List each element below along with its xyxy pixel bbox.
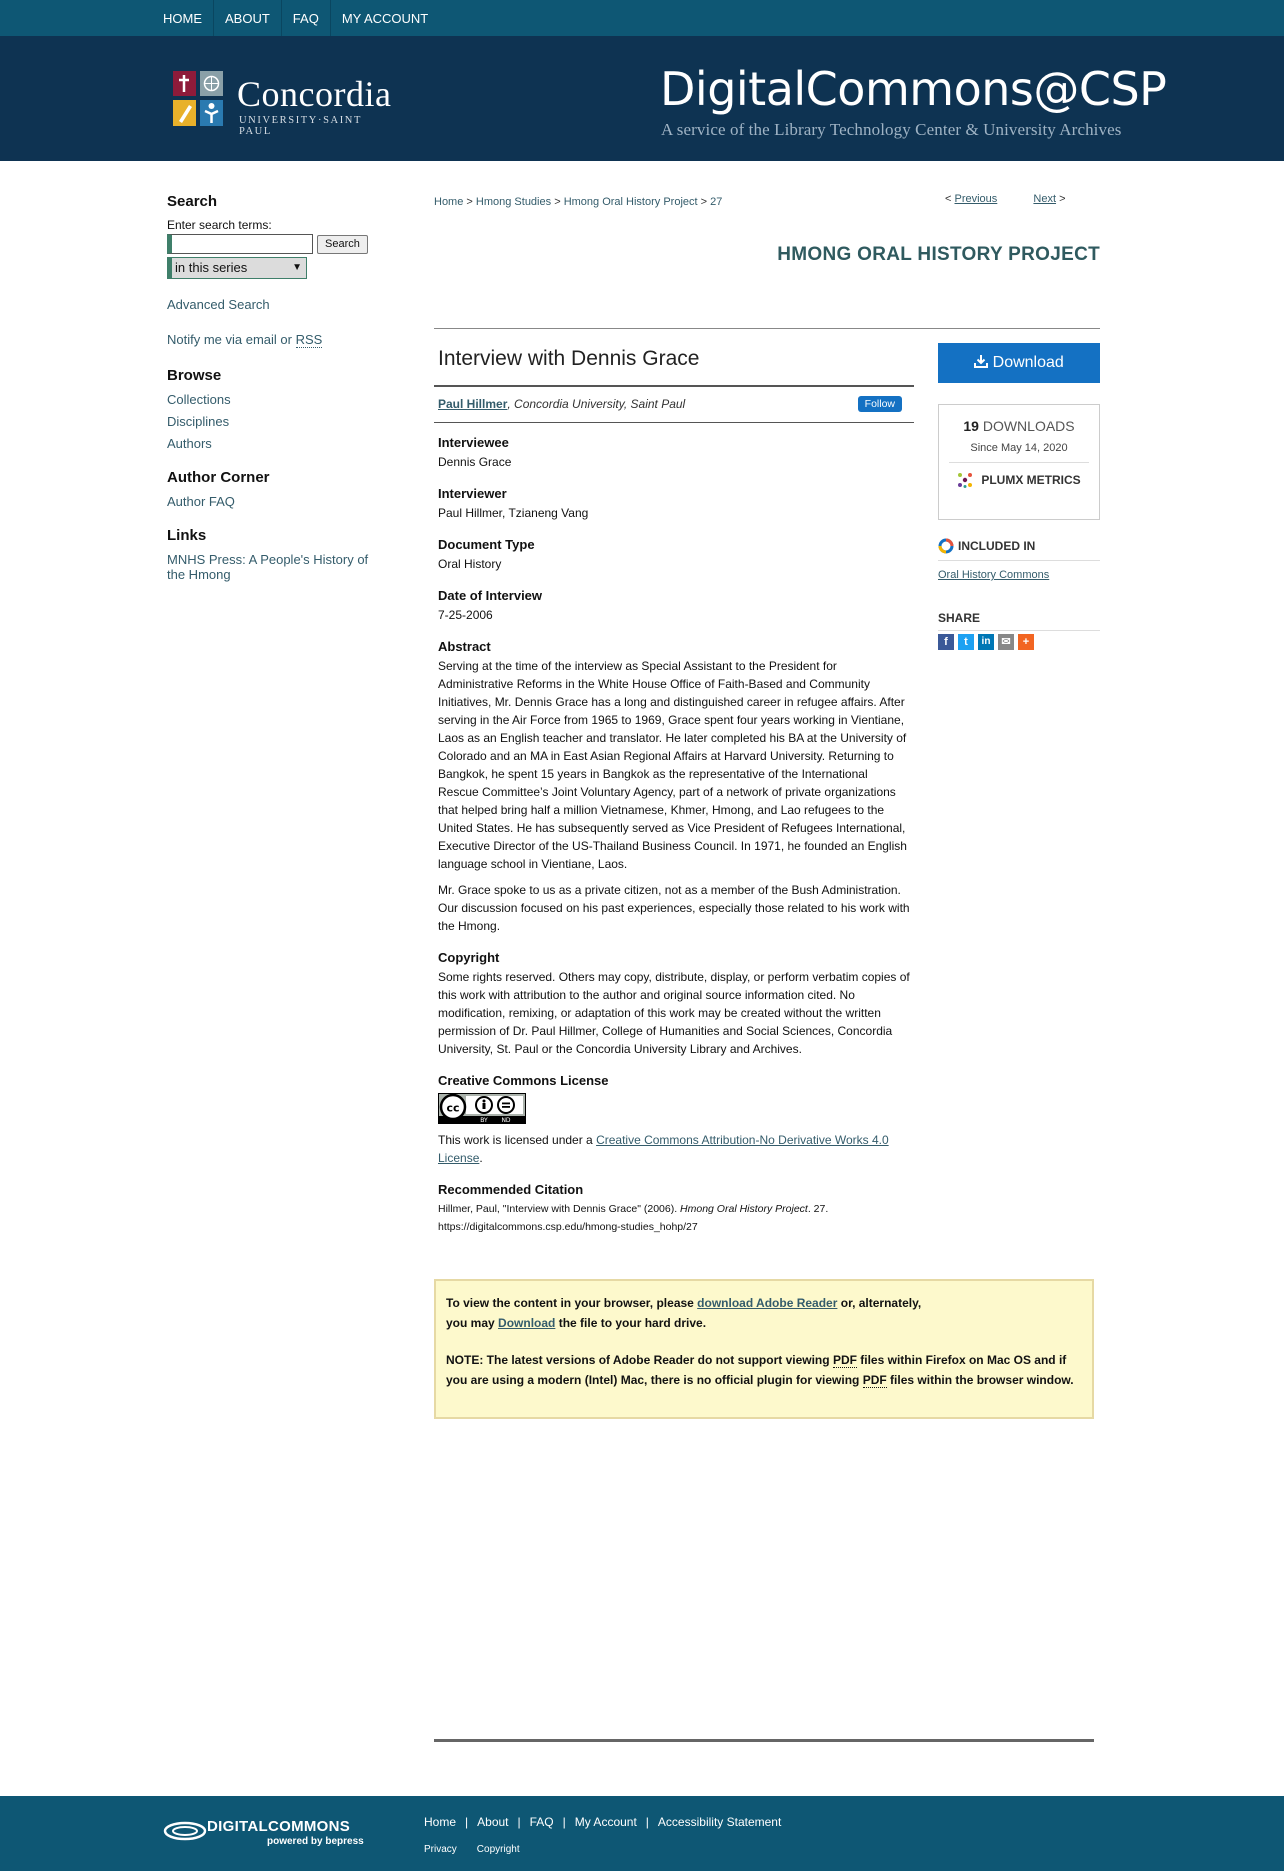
- item-title: Interview with Dennis Grace: [434, 329, 914, 387]
- pager: [945, 193, 1066, 205]
- linkedin-icon[interactable]: in: [978, 634, 994, 650]
- oral-history-commons-link[interactable]: Oral History Commons: [938, 569, 1050, 581]
- sidebar: [167, 193, 377, 589]
- rss-link[interactable]: RSS: [295, 332, 323, 347]
- footer-links: [424, 1815, 781, 1829]
- divider: [434, 1739, 1094, 1742]
- breadcrumb-sep: >: [700, 196, 708, 208]
- mnhs-press-link[interactable]: MNHS Press: A People's History of the Hmong: [167, 552, 369, 582]
- nav-my-account[interactable]: MY ACCOUNT: [341, 11, 429, 26]
- field-label: Interviewer: [438, 486, 507, 501]
- browse-heading: Browse: [167, 367, 222, 384]
- footer-sub-links: [424, 1844, 540, 1855]
- footer-sep: |: [645, 1815, 649, 1829]
- downloads-since: Since May 14, 2020: [949, 442, 1089, 463]
- citation-url: https://digitalcommons.csp.edu/hmong-studies_hohp/27: [438, 1221, 698, 1233]
- footer-sep: |: [465, 1815, 469, 1829]
- scope-value: in this series: [175, 260, 248, 275]
- field-label: Interviewee: [438, 435, 509, 450]
- footer-copyright[interactable]: Copyright: [476, 1844, 520, 1855]
- adobe-reader-note: [434, 1279, 1094, 1419]
- advanced-search-link[interactable]: Advanced Search: [167, 297, 270, 312]
- footer-accessibility[interactable]: Accessibility Statement: [657, 1815, 782, 1829]
- download-icon: [974, 354, 988, 368]
- notify-row: [167, 332, 377, 347]
- note-paragraph: NOTE: The latest versions of Adobe Reader do not support viewing PDF files within Firefox on Mac OS and if you are using a modern (Intel) Mac, there is no official plugin for viewing PDF files within the browser window.: [446, 1353, 1074, 1387]
- svg-text:cc: cc: [446, 1101, 460, 1115]
- search-heading: Search: [167, 193, 218, 210]
- pager-prev-arrow: <: [945, 193, 952, 205]
- cc-by-label: BY: [480, 1117, 488, 1124]
- next-link[interactable]: Next: [1033, 193, 1057, 205]
- field-value: Dennis Grace: [438, 455, 512, 469]
- digital-commons-logo[interactable]: [163, 1818, 383, 1852]
- facebook-icon[interactable]: f: [938, 634, 954, 650]
- share-heading: SHARE: [938, 611, 1100, 631]
- concordia-shield-icon: [171, 69, 225, 129]
- field-value: Some rights reserved. Others may copy, distribute, display, or perform verbatim copies of this work with attribution to the author and original source information cited. No modification, remixing, or adaptation of this work may be created without the written permission of Dr. Paul Hillmer, College of Humanities and Social Sciences, Concordia University, St. Paul or the Concordia University Library and Archives.: [438, 970, 910, 1056]
- site-title[interactable]: DigitalCommons@CSP: [660, 62, 1167, 116]
- search-scope-select[interactable]: [167, 257, 307, 279]
- field-label: Creative Commons License: [438, 1073, 609, 1088]
- footer-faq[interactable]: FAQ: [529, 1815, 554, 1829]
- chevron-down-icon: ▼: [292, 262, 302, 273]
- field-value: Oral History: [438, 557, 502, 571]
- cc-license-badge-icon[interactable]: [438, 1093, 526, 1124]
- field-license: [434, 1073, 914, 1167]
- field-label: Abstract: [438, 639, 491, 654]
- site-footer: [0, 1796, 1284, 1871]
- citation-text: Hillmer, Paul, "Interview with Dennis Grace" (2006). Hmong Oral History Project. 27. https://digitalcommons.csp.edu/hmong-studies_hohp/27: [438, 1203, 829, 1233]
- breadcrumb: [434, 196, 722, 208]
- logo-name: Concordia: [237, 74, 392, 114]
- main-content: [434, 329, 914, 1236]
- author-affiliation: , Concordia University, Saint Paul: [507, 397, 686, 411]
- field-interviewee: [434, 435, 914, 471]
- download-label: Download: [992, 354, 1064, 371]
- license-text: This work is licensed under a Creative Commons Attribution-No Derivative Works 4.0 License.: [438, 1133, 889, 1165]
- field-label: Date of Interview: [438, 588, 543, 603]
- field-value: Paul Hillmer, Tzianeng Vang: [438, 506, 589, 520]
- browse-collections[interactable]: Collections: [167, 392, 231, 407]
- email-icon[interactable]: ✉: [998, 634, 1014, 650]
- footer-my-account[interactable]: My Account: [574, 1815, 637, 1829]
- footer-sep: |: [517, 1815, 521, 1829]
- download-button[interactable]: [938, 343, 1100, 383]
- field-interviewer: [434, 486, 914, 522]
- breadcrumb-home[interactable]: Home: [434, 196, 464, 208]
- footer-home[interactable]: Home: [424, 1815, 457, 1829]
- metrics-box: [938, 404, 1100, 520]
- site-header: [0, 36, 1284, 161]
- included-in-icon: [938, 538, 954, 554]
- field-value: 7-25-2006: [438, 608, 493, 622]
- footer-about[interactable]: About: [477, 1815, 509, 1829]
- download-adobe-reader-link[interactable]: download Adobe Reader: [697, 1296, 838, 1310]
- footer-powered-by: powered by bepress: [267, 1836, 364, 1847]
- browse-authors[interactable]: Authors: [167, 436, 212, 451]
- logo-subtitle: UNIVERSITY·SAINT PAUL: [239, 115, 362, 137]
- field-label: Document Type: [438, 537, 535, 552]
- top-nav: [0, 0, 1284, 36]
- nav-about[interactable]: ABOUT: [214, 0, 282, 36]
- footer-privacy[interactable]: Privacy: [424, 1844, 457, 1855]
- more-icon[interactable]: +: [1018, 634, 1034, 650]
- author-link[interactable]: Paul Hillmer: [438, 397, 508, 411]
- note-paragraph: To view the content in your browser, please download Adobe Reader or, alternately, you may Download the file to your hard drive.: [446, 1296, 922, 1330]
- plumx-metrics-link[interactable]: PLUMX METRICS: [939, 472, 1099, 488]
- nav-home[interactable]: HOME: [152, 0, 214, 36]
- author-faq-link[interactable]: Author FAQ: [167, 494, 235, 509]
- breadcrumb-sep: >: [554, 196, 561, 208]
- footer-logo-text: DIGITALCOMMONS: [207, 1818, 351, 1835]
- field-abstract: [434, 639, 914, 935]
- included-in-heading: INCLUDED IN: [938, 538, 1100, 561]
- breadcrumb-oral-history[interactable]: Hmong Oral History Project: [563, 196, 698, 208]
- breadcrumb-hmong-studies[interactable]: Hmong Studies: [475, 196, 552, 208]
- field-label: Recommended Citation: [438, 1182, 584, 1197]
- site-subtitle: A service of the Library Technology Center & University Archives: [661, 120, 1122, 139]
- pdf-abbr: PDF: [832, 1353, 857, 1367]
- field-label: Copyright: [438, 950, 500, 965]
- plumx-icon: [957, 472, 973, 488]
- concordia-logo[interactable]: [171, 69, 392, 137]
- twitter-icon[interactable]: t: [958, 634, 974, 650]
- pager-next-arrow: >: [1059, 193, 1066, 205]
- right-column: [938, 343, 1100, 650]
- field-copyright: [434, 950, 914, 1058]
- links-heading: Links: [167, 527, 207, 544]
- digital-commons-swoosh-icon: [163, 1818, 207, 1844]
- field-citation: [434, 1182, 914, 1236]
- search-row: [167, 234, 377, 254]
- nav-faq[interactable]: FAQ: [282, 0, 331, 36]
- previous-link[interactable]: Previous: [954, 193, 998, 205]
- breadcrumb-current[interactable]: 27: [710, 196, 723, 208]
- cc-nd-label: ND: [501, 1117, 511, 1124]
- footer-sep: |: [562, 1815, 566, 1829]
- series-title[interactable]: HMONG ORAL HISTORY PROJECT: [777, 244, 1100, 265]
- author-row: [434, 387, 914, 423]
- download-count: 19 DOWNLOADS: [963, 418, 1075, 434]
- search-input[interactable]: [167, 234, 313, 254]
- breadcrumb-sep: >: [466, 196, 473, 208]
- notify-link[interactable]: Notify me via email or: [167, 332, 292, 347]
- field-date: [434, 588, 914, 624]
- search-label: Enter search terms:: [167, 218, 272, 232]
- browse-disciplines[interactable]: Disciplines: [167, 414, 230, 429]
- search-button[interactable]: Search: [317, 235, 368, 254]
- author-corner-heading: Author Corner: [167, 469, 270, 486]
- abstract-paragraph: Mr. Grace spoke to us as a private citizen, not as a member of the Bush Administration. Our discussion focused on his past experiences, especially those related to his work with the Hmong.: [438, 883, 910, 933]
- license-link[interactable]: Creative Commons Attribution-No Derivative Works 4.0 License: [438, 1133, 889, 1165]
- share-icons: [938, 634, 1100, 650]
- note-download-link[interactable]: Download: [498, 1316, 556, 1330]
- follow-button[interactable]: Follow: [858, 396, 902, 412]
- field-document-type: [434, 537, 914, 573]
- pdf-abbr: PDF: [862, 1373, 887, 1387]
- abstract-paragraph: Serving at the time of the interview as Special Assistant to the President for Administrative Reforms in the White House Office of Faith-Based and Community Initiatives, Mr. Dennis Grace has a long and distinguished career in refugee affairs. After serving in the Air Force from 1965 to 1969, Grace spent four years working in Vientiane, Laos as an English teacher and translator. He later completed his BA at the University of Colorado and an MA in East Asian Regional Affairs at Harvard University. Returning to Bangkok, he spent 15 years in Bangkok as the representative of the International Rescue Committee’s Joint Voluntary Agency, part of a network of private organizations that helped bring half a million Vietnamese, Khmer, Hmong, and Lao refugees to the United States. He has subsequently served as Vice President of Refugees International, Executive Director of the US-Thailand Business Council. In 1971, he founded an English language school in Vientiane, Laos.: [438, 659, 907, 871]
